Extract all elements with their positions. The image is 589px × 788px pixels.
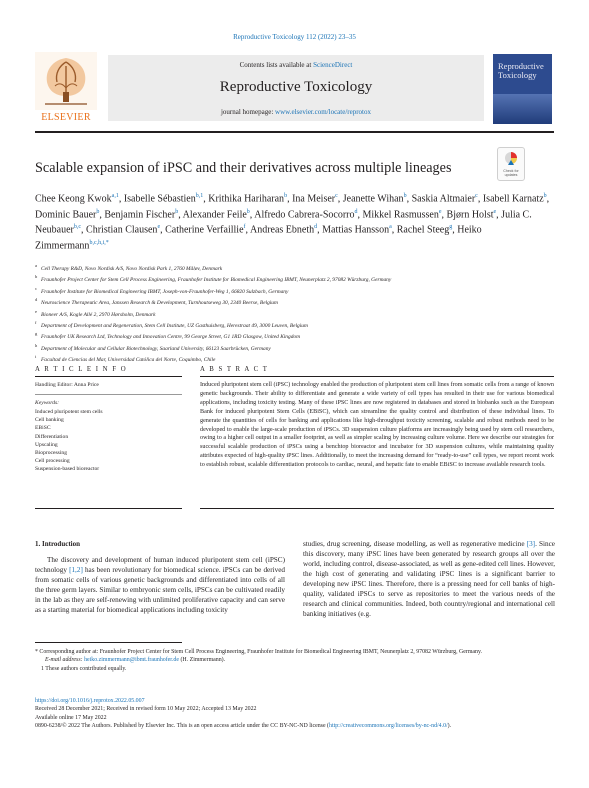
tree-logo-icon (35, 52, 97, 110)
corresponding-author-note: * Corresponding author at: Fraunhofer Project Center for Stem Cell Process Engineering, Fraunhofer Institute for Biomedical Engineering IBMT, Neunerplatz 2, 97082 Würzburg, Germany. (35, 649, 483, 655)
equal-contribution-note: 1 These authors contributed equally. (41, 665, 127, 672)
author-affiliation-marker[interactable]: c (475, 193, 478, 199)
keyword-item: Upscaling (35, 441, 58, 448)
intro-text: has been revolutionary for biomedical science. iPSCs can be derived from somatic cells of various genetic backgrounds and differentiated into cells of all the three germ layers. Similar to embryonic stem cells, iPSCs can be cultivated readily in the lab as they are self-renewing with unlimited proliferative capacity and can serve as a starting material for biomedical applications including toxicity (35, 565, 286, 614)
author-affiliation-marker[interactable]: b (543, 193, 547, 199)
intro-text: The discovery and development of human induced pluripotent stem cell (iPSC) technology (35, 556, 285, 574)
affiliation-letter: c (35, 285, 37, 291)
affiliation-item (35, 262, 555, 273)
sciencedirect-link[interactable]: ScienceDirect (313, 61, 353, 69)
author-name: Christian Clausen (86, 224, 158, 236)
email-suffix: (H. Zimmermann). (178, 657, 226, 664)
publication-info (35, 697, 555, 731)
affiliation-letter: g (35, 331, 38, 337)
journal-reference[interactable]: Reproductive Toxicology 112 (2022) 23–35 (233, 33, 356, 41)
intro-paragraph-right (303, 540, 555, 620)
affiliation-letter: i (35, 354, 37, 360)
license-link[interactable]: http://creativecommons.org/licenses/by-nc-nd/4.0/ (329, 723, 448, 730)
affiliation-item (35, 273, 555, 284)
author-affiliation-marker[interactable]: c (335, 193, 338, 199)
keyword-item: EBiSC (35, 425, 51, 432)
author-name: Mattias Hansson (322, 224, 390, 236)
author-name: Alexander Feile (182, 209, 247, 221)
author-name: Chee Keong Kwok (35, 193, 112, 205)
affiliation-text: Fraunhofer UK Research Ltd, Technology and Innovation Centre, 99 George Street, G1 1RD Glasgow, United Kingdom (41, 334, 300, 341)
affiliation-item (35, 353, 555, 364)
article-info-heading: A R T I C L E I N F O (35, 366, 128, 373)
affiliation-letter: a (35, 263, 37, 268)
author-affiliation-marker[interactable]: b (175, 208, 179, 215)
publisher-name: ELSEVIER (41, 112, 91, 123)
available-online: Available online 17 May 2022 (35, 714, 107, 721)
journal-header-box (108, 55, 484, 121)
affiliation-text: Department of Molecular and Cellular Biotechnology, Saarland University, 66123 Saarbrücken, Germany (41, 345, 271, 352)
journal-title: Reproductive Toxicology (219, 79, 373, 95)
crossmark-badge[interactable] (497, 147, 525, 181)
author-affiliation-marker[interactable]: b (96, 208, 100, 215)
affiliation-letter: b (35, 274, 38, 280)
author-affiliation-marker[interactable]: a,1 (111, 193, 119, 199)
author-name: Bjørn Holst (446, 209, 494, 221)
email-note (35, 656, 555, 664)
affiliation-letter: h (35, 342, 38, 348)
contents-prefix: Contents lists available at (239, 61, 314, 69)
author-affiliation-marker[interactable]: b,c (73, 224, 82, 231)
received-dates: Received 28 December 2021; Received in revised form 10 May 2022; Accepted 13 May 2022 (35, 706, 257, 713)
keyword-item: Bioprocessing (35, 450, 68, 457)
author-affiliation-marker[interactable]: a (389, 224, 392, 231)
homepage-prefix: journal homepage: (220, 108, 276, 116)
keyword-item: Cell processing (35, 458, 70, 465)
homepage-link[interactable]: www.elsevier.com/locate/reprotox (275, 108, 371, 116)
affiliation-text: Neuroscience Therapeutic Area, Janssen Research & Development, Turnhoutseweg 30, 2340 Beerse, Belgium (41, 299, 278, 306)
citation-link[interactable]: [1,2] (69, 565, 83, 574)
author-name: Ina Meiser (292, 193, 336, 205)
affiliation-text: Department of Development and Regeneration, Stem Cell Institute, UZ Gasthuisberg, Herestraat 49, 3000 Leuven, Belgium (41, 322, 308, 329)
author-name: Dominic Bauer (35, 209, 97, 221)
doi-link[interactable]: https://doi.org/10.1016/j.reprotox.2022.05.007 (35, 698, 145, 704)
author-affiliation-marker[interactable]: g (449, 224, 453, 231)
affiliation-item (35, 308, 555, 319)
handling-editor: Handling Editor: Anna Price (35, 382, 99, 388)
abstract-text: Induced pluripotent stem cell (iPSC) technology enabled the production of pluripotent stem cell lines from somatic cells from a range of known genetic backgrounds. Their ability to differentiate and generate a wide variety of cell types has resulted in their use for various biomedical applications, including toxicity testing. Many of these iPSC lines are now registered in databases and stored in biobanks such as the European Bank for induced pluripotent Stem Cells (EBiSC), which can streamline the quality control and distribution of these individual lines. To generate the quantities of cells for banking and applications like high-throughput toxicity screening, scalable and robust methods need to be developed to enable the large-scale production of iPSCs. 3D suspension culture platforms are increasingly being used by stem cell researchers, owing to a higher cell output in a smaller footprint, as well as simpler scaling by increasing culture volume. Here we describe our strategies for successful scalable production of iPSCs using a benchtop bioreactor and incubator for 3D suspension cultures, while maintaining quality attributes expected of high-quality iPSC lines. Additionally, to meet the increasing demand for “ready-to-use” cell types, we report recent work to establish robust, scalable differentiation protocols to cardiac, neural, and hepatic fate to enable EBiSC to increase available research tools. (200, 382, 554, 469)
email-label: E-mail address: (45, 657, 85, 664)
author-affiliation-marker[interactable]: b,1 (195, 193, 204, 199)
cover-graphic (493, 94, 552, 124)
elsevier-logo (35, 52, 97, 124)
affiliation-letter: e (35, 308, 37, 314)
affiliation-letter: f (35, 319, 37, 325)
author-name: Krithika Hariharan (208, 193, 285, 205)
author-name: Andreas Ebneth (249, 224, 315, 236)
section-heading-introduction: 1. Introduction (35, 540, 80, 548)
article-info-divider (35, 394, 182, 395)
author-name: Benjamin Fischer (104, 209, 176, 221)
affiliation-text: Fraunhofer Institute for Biomedical Engineering IBMT, Joseph-von-Fraunhofer-Weg 1, 66820 Sulzbach, Germany (41, 288, 289, 295)
keyword-item: Cell banking (35, 417, 64, 424)
article-info-bottom-rule (35, 508, 182, 509)
author-affiliation-marker[interactable]: e (157, 224, 161, 231)
header-rule (35, 131, 554, 133)
citation-link[interactable]: [3] (526, 540, 536, 548)
author-affiliation-marker[interactable]: d (354, 208, 358, 215)
email-link[interactable]: heiko.zimmermann@ibmt.fraunhofer.de (84, 657, 179, 664)
crossmark-label: Check for updates (503, 169, 519, 177)
affiliation-text: Cell Therapy R&D, Novo Nordisk A/S, Novo Nordisk Park 1, 2760 Måløv, Denmark (41, 265, 223, 272)
abstract-bottom-rule (200, 508, 554, 509)
author-affiliation-marker[interactable]: b,c,h,i,* (89, 240, 109, 247)
homepage-line (108, 108, 484, 116)
author-affiliation-marker[interactable]: b (246, 208, 250, 215)
author-affiliation-marker[interactable]: b (403, 193, 407, 199)
affiliation-item (35, 319, 555, 330)
intro-text: . Since this discovery, many iPSC lines have been generated by research groups all over the world, including control, disease-associated, as well as gene-edited cell lines. However, the high cost of generating and validating iPSC lines is a significant barrier to developing new iPSC lines. Therefore, there is a pressing need for cell banks of high-quality, validated iPSCs to serve as repositories to meet the various needs of the research and clinical communities. Indeed, both country/regional and international cell banking initiatives (e.g. (303, 540, 555, 618)
affiliation-item (35, 296, 555, 307)
author-name: Isabelle Sébastien (123, 193, 196, 205)
license-text: 0890-6238/© 2022 The Authors. Published by Elsevier Inc. This is an open access article under the CC BY-NC-ND license ( (35, 723, 329, 730)
author-name: Alfredo Cabrera-Socorro (254, 209, 355, 221)
author-affiliation-marker[interactable]: e (438, 208, 442, 215)
journal-cover (493, 54, 552, 124)
author-name: Julia C. Neubauer (35, 209, 532, 236)
article-info-rule (35, 376, 182, 377)
keywords-list (35, 408, 103, 474)
license-suffix: ). (447, 723, 452, 730)
footnotes (35, 648, 555, 673)
affiliation-item (35, 330, 555, 341)
author-affiliation-marker[interactable]: d (314, 224, 318, 231)
affiliation-text: Bioneer A/S, Kogle Allé 2, 2970 Hørsholm, Denmark (41, 311, 156, 318)
intro-text: studies, drug screening, disease modelling, as well as regenerative medicine (303, 540, 527, 548)
author-name: Isabell Karnatz (482, 193, 544, 205)
abstract-heading: A B S T R A C T (200, 366, 269, 373)
keyword-item: Differentiation (35, 433, 69, 440)
author-name: Jeanette Wihan (342, 193, 404, 205)
affiliation-text: Fraunhofer Project Center for Stem Cell Process Engineering, Fraunhofer Institute for Biomedical Engineering IBMT, Neunerplatz 2, 97082 Würzburg, Germany (41, 277, 392, 284)
author-affiliation-marker[interactable]: b (284, 193, 288, 199)
author-list: Chee Keong Kwok$^{a,1}$, Isabelle Sébastien$^{b,1}$, Krithika Hariharan$^b$, Ina Meiser$^c$, Jeanette Wihan$^b$, Saskia Altmaier$^c$, Isabell Karnatz$^b$, Dominic Bauer$^b$, Benjamin Fischer$^b$, Alexander Feile$^b$, Alfredo Cabrera-Socorro$^d$, Mikkel Rasmussen$^e$, Bjørn Holst$^e$, Julia C. Neubauer$^{b,c}$, Christian Clausen$^e$, Catherine Verfaillie$^f$, Andreas Ebneth$^d$, Mattias Hansson$^a$, Rachel Steeg$^g$, Heiko Zimmermann$^{b,c,h,i,*}$ (35, 193, 550, 252)
article-title: Scalable expansion of iPSC and their derivatives across multiple lineages (35, 160, 452, 176)
intro-paragraph-left (35, 556, 285, 616)
affiliation-letter: d (35, 297, 38, 303)
author-name: Saskia Altmaier (411, 193, 476, 205)
license-line (35, 722, 555, 730)
affiliation-list (35, 262, 555, 365)
affiliation-item (35, 342, 555, 353)
affiliation-item (35, 285, 555, 296)
crossmark-icon (504, 151, 518, 167)
author-affiliation-marker[interactable]: f (243, 224, 246, 231)
author-name: Heiko Zimmermann (35, 224, 482, 252)
footnote-rule (35, 642, 182, 643)
cover-title: Reproductive Toxicology (498, 61, 544, 80)
author-affiliation-marker[interactable]: e (493, 208, 497, 215)
keywords-title: Keywords: (35, 400, 60, 406)
author-name: Rachel Steeg (396, 224, 450, 236)
keyword-item: Induced pluripotent stem cells (35, 409, 103, 415)
author-name: Catherine Verfaillie (165, 224, 244, 236)
author-name: Mikkel Rasmussen (362, 209, 439, 221)
affiliation-text: Facultad de Ciencias del Mar, Universidad Católica del Norte, Coquimbo, Chile (41, 356, 216, 363)
abstract-rule (200, 376, 554, 377)
contents-line (108, 61, 484, 69)
keyword-item: Suspension-based bioreactor (35, 466, 100, 473)
